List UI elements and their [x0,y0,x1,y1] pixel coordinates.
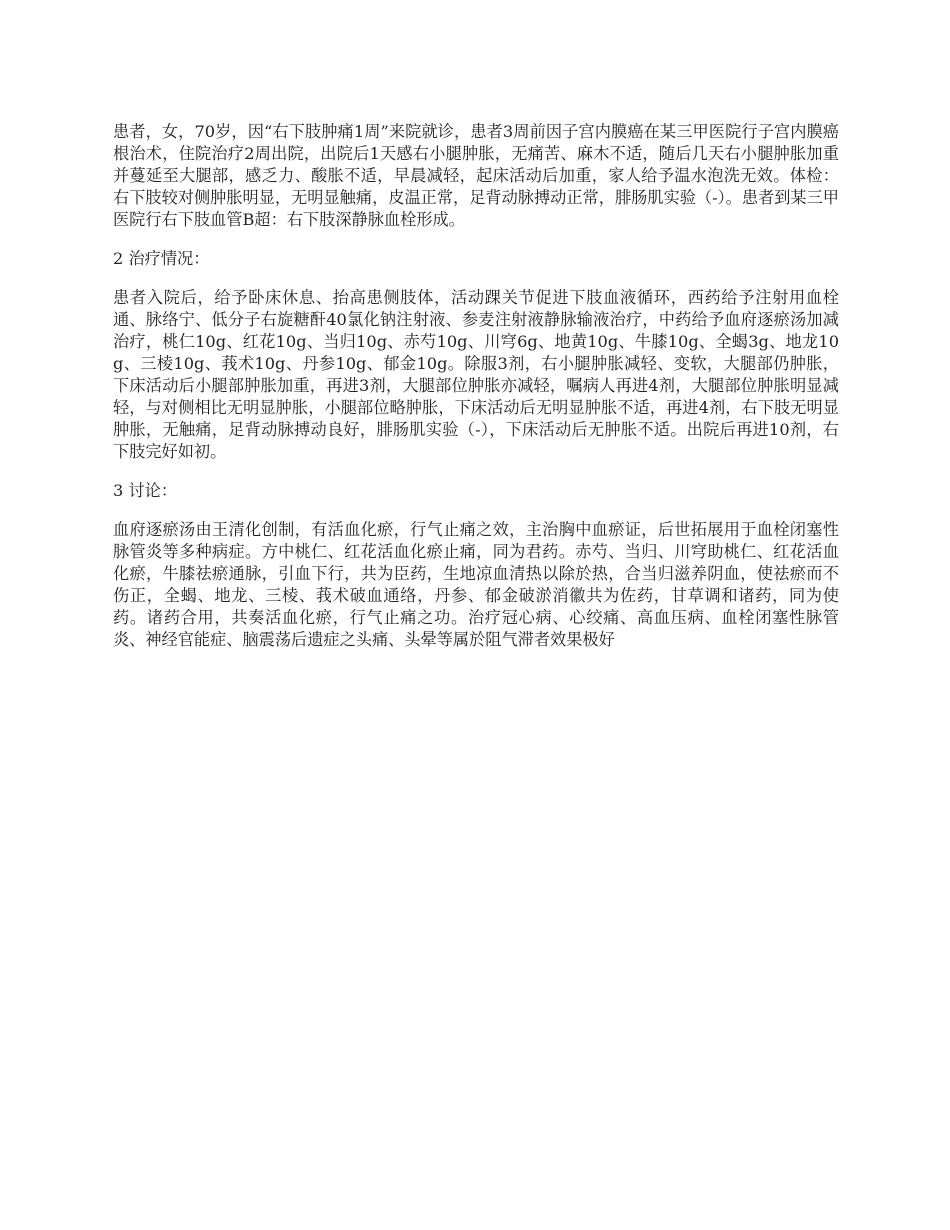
treatment-paragraph: 患者入院后，给予卧床休息、抬高患侧肢体，活动踝关节促进下肢血液循环，西药给予注射用血栓通、脉络宁、低分子右旋糖酐40氯化钠注射液、参麦注射液静脉输液治疗，中药给予血府逐瘀汤加减治疗，桃仁10g、红花10g、当归10g、赤芍10g、川穹6g、地黄10g、牛膝10g、全蝎3g、地龙10g、三棱10g、莪术10g、丹参10g、郁金10g。除服3剂，右小腿肿胀减轻、变软，大腿部仍肿胀，下床活动后小腿部肿胀加重，再进3剂，大腿部位肿胀亦减轻，嘱病人再进4剂，大腿部位肿胀明显减轻，与对侧相比无明显肿胀，小腿部位略肿胀，下床活动后无明显肿胀不适，再进4剂，右下肢无明显肿胀，无触痛，足背动脉搏动良好，腓肠肌实验（-），下床活动后无肿胀不适。出院后再进10剂，右下肢完好如初。 [113,288,839,461]
document-body [113,121,839,668]
discussion-paragraph: 血府逐瘀汤由王清化创制，有活血化瘀，行气止痛之效，主治胸中血瘀证，后世拓展用于血栓闭塞性脉管炎等多种病症。方中桃仁、红花活血化瘀止痛，同为君药。赤芍、当归、川穹助桃仁、红花活血化瘀，牛膝祛瘀通脉，引血下行，共为臣药，生地凉血清热以除於热，合当归滋养阴血，使祛瘀而不伤正，全蝎、地龙、三棱、莪术破血通络，丹参、郁金破淤消徽共为佐药，甘草调和诸药，同为使药。诸药合用，共奏活血化瘀，行气止痛之功。治疗冠心病、心绞痛、高血压病、血栓闭塞性脉管炎、神经官能症、脑震荡后遗症之头痛、头晕等属於阻气滞者效果极好 [113,520,839,649]
case-paragraph: 患者，女，70岁，因“右下肢肿痛1周”来院就诊，患者3周前因子宫内膜癌在某三甲医院行子宫内膜癌根治术，住院治疗2周出院，出院后1天感右小腿肿胀，无痛苦、麻木不适，随后几天右小腿肿胀加重并蔓延至大腿部，感乏力、酸胀不适，早晨减轻，起床活动后加重，家人给予温水泡洗无效。体检：右下肢较对侧肿胀明显，无明显触痛，皮温正常，足背动脉搏动正常，腓肠肌实验（-）。患者到某三甲医院行右下肢血管B超：右下肢深静脉血栓形成。 [113,122,839,229]
treatment-heading: 2 治疗情况： [113,249,210,268]
discussion-heading: 3 讨论： [113,481,178,500]
